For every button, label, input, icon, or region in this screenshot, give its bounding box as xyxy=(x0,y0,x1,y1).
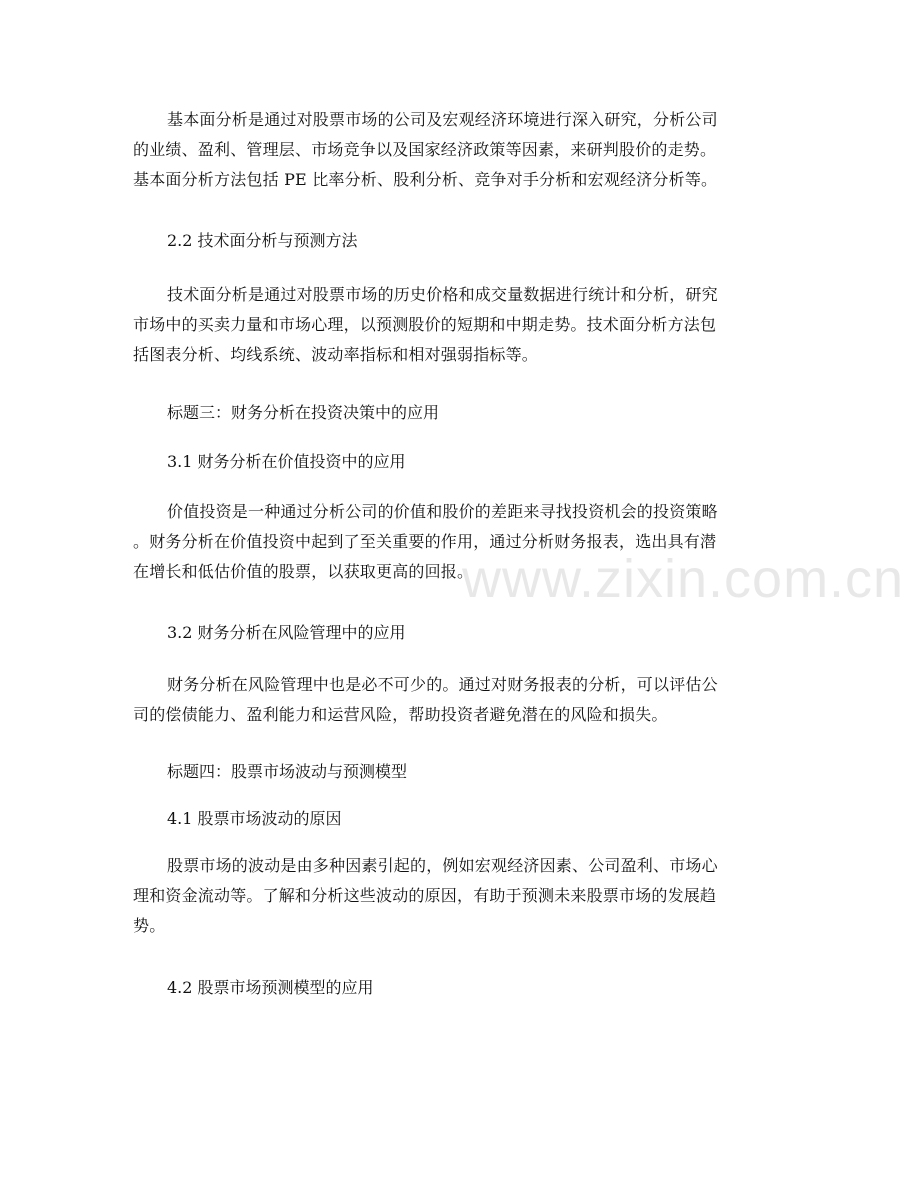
paragraph-fundamental-analysis xyxy=(133,105,787,195)
paragraph-line: 价值投资是一种通过分析公司的价值和股价的差距来寻找投资机会的投资策略 xyxy=(167,502,718,521)
paragraph-risk-management xyxy=(133,670,787,730)
paragraph-line: 司的偿债能力、盈利能力和运营风险，帮助投资者避免潜在的风险和损失。 xyxy=(133,705,668,724)
paragraph-line: 技术面分析是通过对股票市场的历史价格和成交量数据进行统计和分析，研究 xyxy=(167,285,718,304)
paragraph-line: 基本面分析方法包括 PE 比率分析、股利分析、竞争对手分析和宏观经济分析等。 xyxy=(133,170,718,189)
paragraph-line: 势。 xyxy=(133,916,166,935)
paragraph-line: 市场中的买卖力量和市场心理，以预测股价的短期和中期走势。技术面分析方法包 xyxy=(133,315,717,334)
paragraph-line: 股票市场的波动是由多种因素引起的，例如宏观经济因素、公司盈利、市场心 xyxy=(167,856,718,875)
paragraph-line: 基本面分析是通过对股票市场的公司及宏观经济环境进行深入研究，分析公司 xyxy=(167,110,718,129)
paragraph-market-volatility xyxy=(133,851,787,941)
paragraph-line: 理和资金流动等。了解和分析这些波动的原因，有助于预测未来股票市场的发展趋 xyxy=(133,886,717,905)
paragraph-technical-analysis xyxy=(133,280,787,370)
chapter-heading-4: 标题四：股票市场波动与预测模型 xyxy=(167,762,408,781)
section-heading-3-2: 3.2 财务分析在风险管理中的应用 xyxy=(167,623,406,642)
section-heading-4-1: 4.1 股票市场波动的原因 xyxy=(167,809,342,828)
paragraph-line: 的业绩、盈利、管理层、市场竞争以及国家经济政策等因素，来研判股价的走势。 xyxy=(133,140,717,159)
paragraph-line: 。财务分析在价值投资中起到了至关重要的作用，通过分析财务报表，选出具有潜 xyxy=(133,532,717,551)
watermark: www.zixin.com.cn xyxy=(462,549,905,609)
paragraph-line: 在增长和低估价值的股票，以获取更高的回报。 xyxy=(133,562,474,581)
section-heading-4-2: 4.2 股票市场预测模型的应用 xyxy=(167,978,374,997)
chapter-heading-3: 标题三：财务分析在投资决策中的应用 xyxy=(167,403,440,422)
paragraph-line: 财务分析在风险管理中也是必不可少的。通过对财务报表的分析，可以评估公 xyxy=(167,675,718,694)
section-heading-3-1: 3.1 财务分析在价值投资中的应用 xyxy=(167,452,406,471)
section-heading-2-2: 2.2 技术面分析与预测方法 xyxy=(167,231,358,250)
paragraph-line: 括图表分析、均线系统、波动率指标和相对强弱指标等。 xyxy=(133,345,539,364)
